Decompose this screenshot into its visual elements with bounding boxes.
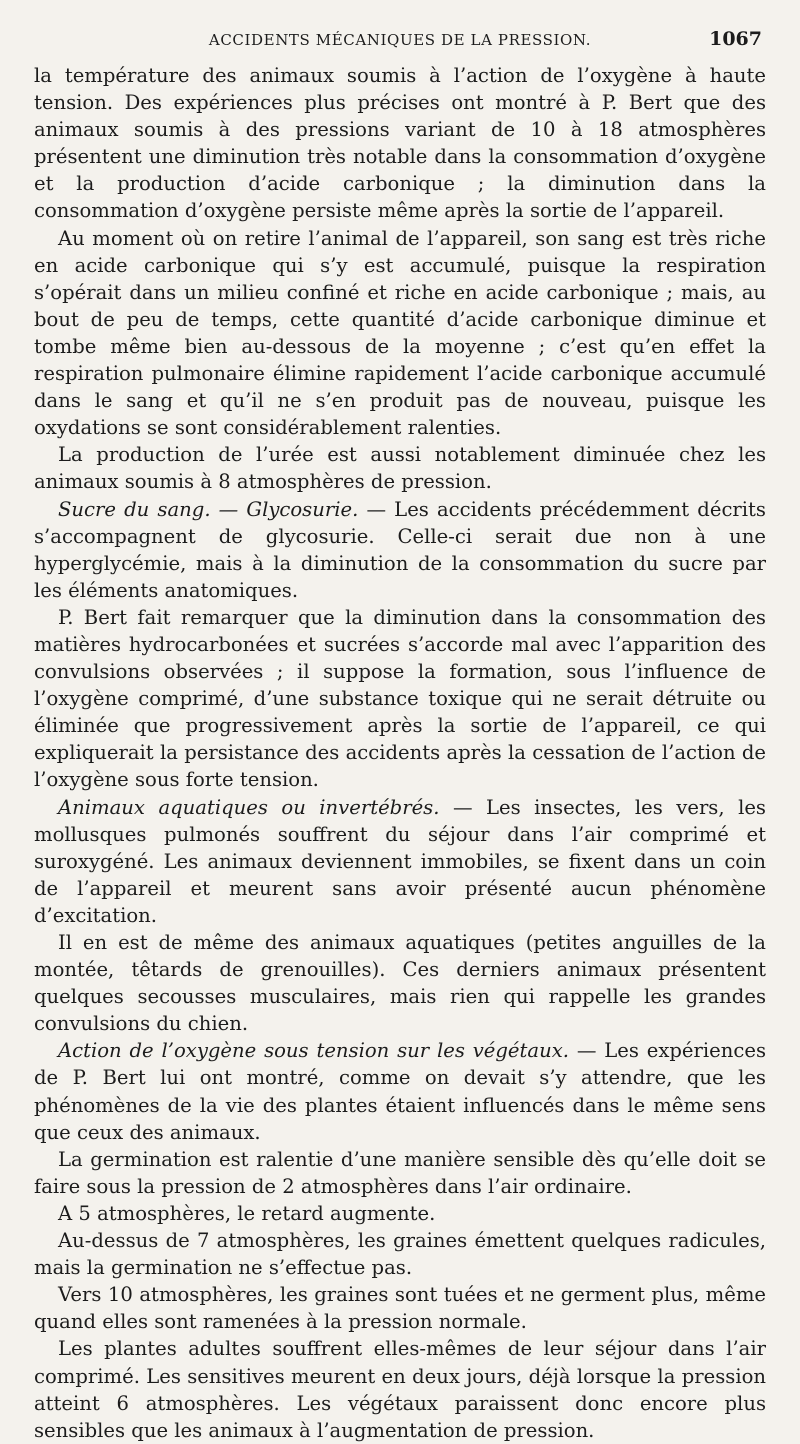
page-header [34,28,766,52]
paragraph: Au moment où on retire l’animal de l’appareil, son sang est très riche en acide carbonique qui s’y est accumulé, puisque la respiration s’opérait dans un milieu confiné et riche en acide carbonique ; mais, au bout de peu de temps, cette quantité d’acide carbonique diminue et tombe même bien au-dessous de la moyenne ; c’est qu’en effet la respiration pulmonaire élimine rapidement l’acide carbonique accumulé dans le sang et qu’il ne s’en produit pas de nouveau, puisque les oxydations se sont considérablement ralenties. [34,226,766,440]
paragraph: La production de l’urée est aussi notablement diminuée chez les animaux soumis à 8 atmosphères de pression. [34,443,766,494]
paragraph: Sucre du sang. — Glycosurie. — Les accidents précédemment décrits s’accompagnent de glycosurie. Celle-ci serait due non à une hyperglycémie, mais à la diminution de la consommation du sucre par les éléments anatomiques. [34,497,766,602]
section-title: Animaux aquatiques ou invertébrés. [58,795,440,819]
paragraph: Au-dessus de 7 atmosphères, les graines émettent quelques radicules, mais la germination ne s’effectue pas. [34,1229,766,1280]
page-body [34,62,766,1444]
paragraph: Vers 10 atmosphères, les graines sont tuées et ne germent plus, même quand elles sont ramenées à la pression normale. [34,1283,766,1334]
paragraph: la température des animaux soumis à l’action de l’oxygène à haute tension. Des expériences plus précises ont montré à P. Bert que des animaux soumis à des pressions variant de 10 à 18 atmosphères présentent une diminution très notable dans la consommation d’oxygène et la production d’acide carbonique ; la diminution dans la consommation d’oxygène persiste même après la sortie de l’appareil. [34,64,766,223]
paragraph: P. Bert fait remarquer que la diminution dans la consommation des matières hydrocarbonées et sucrées s’accorde mal avec l’apparition des convulsions observées ; il suppose la formation, sous l’influence de l’oxygène comprimé, d’une substance toxique qui ne serait détruite ou éliminée que progressivement après la sortie de l’appareil, ce qui expliquerait la persistance des accidents après la cessation de l’action de l’oxygène sous forte tension. [34,605,766,792]
paragraph: A 5 atmosphères, le retard augmente. [58,1201,436,1225]
section-title: Action de l’oxygène sous tension sur les végétaux. [58,1039,569,1063]
paragraph: Animaux aquatiques ou invertébrés. — Les insectes, les vers, les mollusques pulmonés souffrent du séjour dans l’air comprimé et suroxygéné. Les animaux deviennent immobiles, se fixent dans un coin de l’appareil et meurent sans avoir présenté aucun phénomène d’excitation. [34,795,766,927]
running-head: ACCIDENTS MÉCANIQUES DE LA PRESSION. [208,31,592,49]
paragraph: Action de l’oxygène sous tension sur les végétaux. — Les expériences de P. Bert lui ont montré, comme on devait s’y attendre, que les phénomènes de la vie des plantes étaient influencés dans le même sens que ceux des animaux. [34,1039,766,1144]
paragraph: La germination est ralentie d’une manière sensible dès qu’elle doit se faire sous la pression de 2 atmosphères dans l’air ordinaire. [34,1147,766,1198]
paragraph: Les plantes adultes souffrent elles-mêmes de leur séjour dans l’air comprimé. Les sensitives meurent en deux jours, déjà lorsque la pression atteint 6 atmosphères. Les végétaux paraissent donc encore plus sensibles que les animaux à l’augmentation de pression. [34,1337,766,1442]
section-title: Sucre du sang. — Glycosurie. [58,497,359,521]
paragraph: Il en est de même des animaux aquatiques (petites anguilles de la montée, têtards de grenouilles). Ces derniers animaux présentent quelques secousses musculaires, mais rien qui rappelle les grandes convulsions du chien. [34,931,766,1036]
page-number: 1067 [709,28,762,50]
